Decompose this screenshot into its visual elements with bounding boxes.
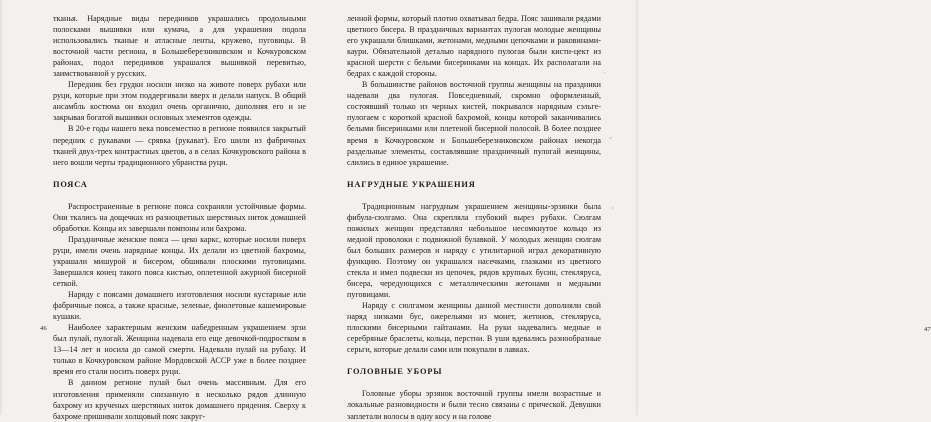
text-column-left xyxy=(53,13,306,422)
page-left xyxy=(0,0,319,421)
body-paragraph: Наиболее характерным женским набедренным украшением эрзи был пулай, пулогай. Женщина надевала его еще девочкой-подростком в 13—14 лет и носила до самой смерти. Надевали пулай на рубаху. И только в Кочкуровском районе Мордовской АССР уже в более позднее время его стали носить поверх руци. xyxy=(53,323,306,377)
body-paragraph: Наряду с сюлгамом женщины данной местности дополняли свой наряд низками бус, ожерельями из монет, жетонов, стекляруса, плоскими бисерными гайтанами. На руки надевались медные и серебряные браслеты, кольца, перстни. В уши вдевались разнообразные серьги, которые делали сами или покупали в лавках. xyxy=(347,301,601,355)
body-paragraph: Передник без грудки носили низко на животе поверх рубахи или руци, которые при этом поддергивали вверх и делали напуск. В общий ансамбль костюма он входил очень органично, дополняя его и не закрывая богатой вышивки основных элементов одежды. xyxy=(53,80,306,123)
heading-spacer xyxy=(53,168,306,179)
section-heading: ПОЯСА xyxy=(53,179,88,189)
body-paragraph: Распространенные в регионе пояса сохраняли устойчивые формы. Они ткались на дощечках из разноцветных шерстяных ниток домашней обработки. Концы их завершали помпоны или бахрома. xyxy=(53,201,306,233)
body-paragraph: В данном регионе пулай был очень массивным. Для его изготовления применяли снизанную в несколько рядов длинную бахрому из крученых шерстяных ниток домашнего прядения. Сверху к бахроме пришивали холщовый пояс закруг- xyxy=(53,378,306,421)
body-paragraph: Головные уборы эрзянок восточной группы имели возрастные и локальные разновидности и были тесно связаны с прической. Девушки заплетали волосы в одну косу и на голове xyxy=(347,389,601,421)
page-number-left: 46 xyxy=(40,325,47,332)
heading-spacer xyxy=(347,190,601,201)
body-paragraph: Наряду с поясами домашнего изготовления носили кустарные или фабричные пояса, а также красные, зеленые, фиолетовые кашемировые кушаки. xyxy=(53,290,306,322)
page-number-right: 47 xyxy=(924,326,931,333)
section-heading: НАГРУДНЫЕ УКРАШЕНИЯ xyxy=(347,179,476,189)
heading-spacer xyxy=(347,377,601,388)
body-paragraph: ленной формы, который плотно охватывал бедра. Пояс зашивали рядами цветного бисера. В праздничных вариантах пулогая молодые женщины его украшали блишками, жетонами, медными цепочками и раковинами-каури. Обязательной деталью нарядного пулогая были кисти-цект из красной шерсти с белыми бисеринками на концах. Их располагали на бедрах с каждой стороны. xyxy=(347,14,601,79)
heading-spacer xyxy=(53,190,306,201)
section-heading: ГОЛОВНЫЕ УБОРЫ xyxy=(347,367,443,377)
body-paragraph: Праздничные женские пояса — цеко каркс, которые носили поверх руци, имели очень нарядные концы. Их делали из цветной бахромы, украшали мишурой и бисером, обшивали плоскими пуговицами. Завершался конец такого пояса кистью, оплетенной ажурной бисерной сеткой. xyxy=(53,234,306,289)
heading-spacer xyxy=(347,168,601,179)
body-paragraph: В большинстве районов восточной группы женщины на праздники надевали два пулогая. Повседневный, скромно оформленный, состоявший только из черных кистей, покрывался нарядным сэльге-пулогаем с короткой красной бахромой, концы которой заканчивались белыми бисеринками или плетеной бисерной полосой. В более позднее время в Кочкуровском и Большеберезниковском районах некогда раздельные элементы, составлявшие праздничный пулогай женщины, слились в единое украшение. xyxy=(347,80,601,167)
page-right xyxy=(319,0,931,421)
body-paragraph: Традиционным нагрудным украшением женщины-эрзянки была фибула-сюлгамо. Она скрепляла глубокий вырез рубахи. Сюлгам пожилых женщин представлял небольшое несомкнутое кольцо из медной проволоки с подвижной булавкой. У молодых женщин сюлгам был больших размеров и наряду с утилитарной играл декоративную функцию. Поэтому он украшался насечками, глазками из цветного стекла и имел подвески из цепочек, рядов крупных бусин, стекляруса, бисера, чередующихся с металлическими жетонами и медными пуговицами. xyxy=(347,201,601,300)
text-column-right xyxy=(347,13,601,422)
body-paragraph: В 20-е годы нашего века повсеместно в регионе появился закрытый передник с рукавами — срявка (рукават). Его шили из фабричных тканей двух-трех контрастных цветов, а в селах Кочкуровского района в него вошли черты традиционного убранства руци. xyxy=(53,124,306,167)
heading-spacer xyxy=(347,355,601,366)
body-paragraph: тканья. Нарядные виды передников украшались продольными полосками вышивки или кумача, а для украшения подола использовались тканые и атласные ленты, кружево, пуговицы. В восточной части региона, в Большеберезниковском и Кочкуровском районах, подол передников украшался вышивкой перевитью, заимствованной у русских. xyxy=(53,14,306,79)
